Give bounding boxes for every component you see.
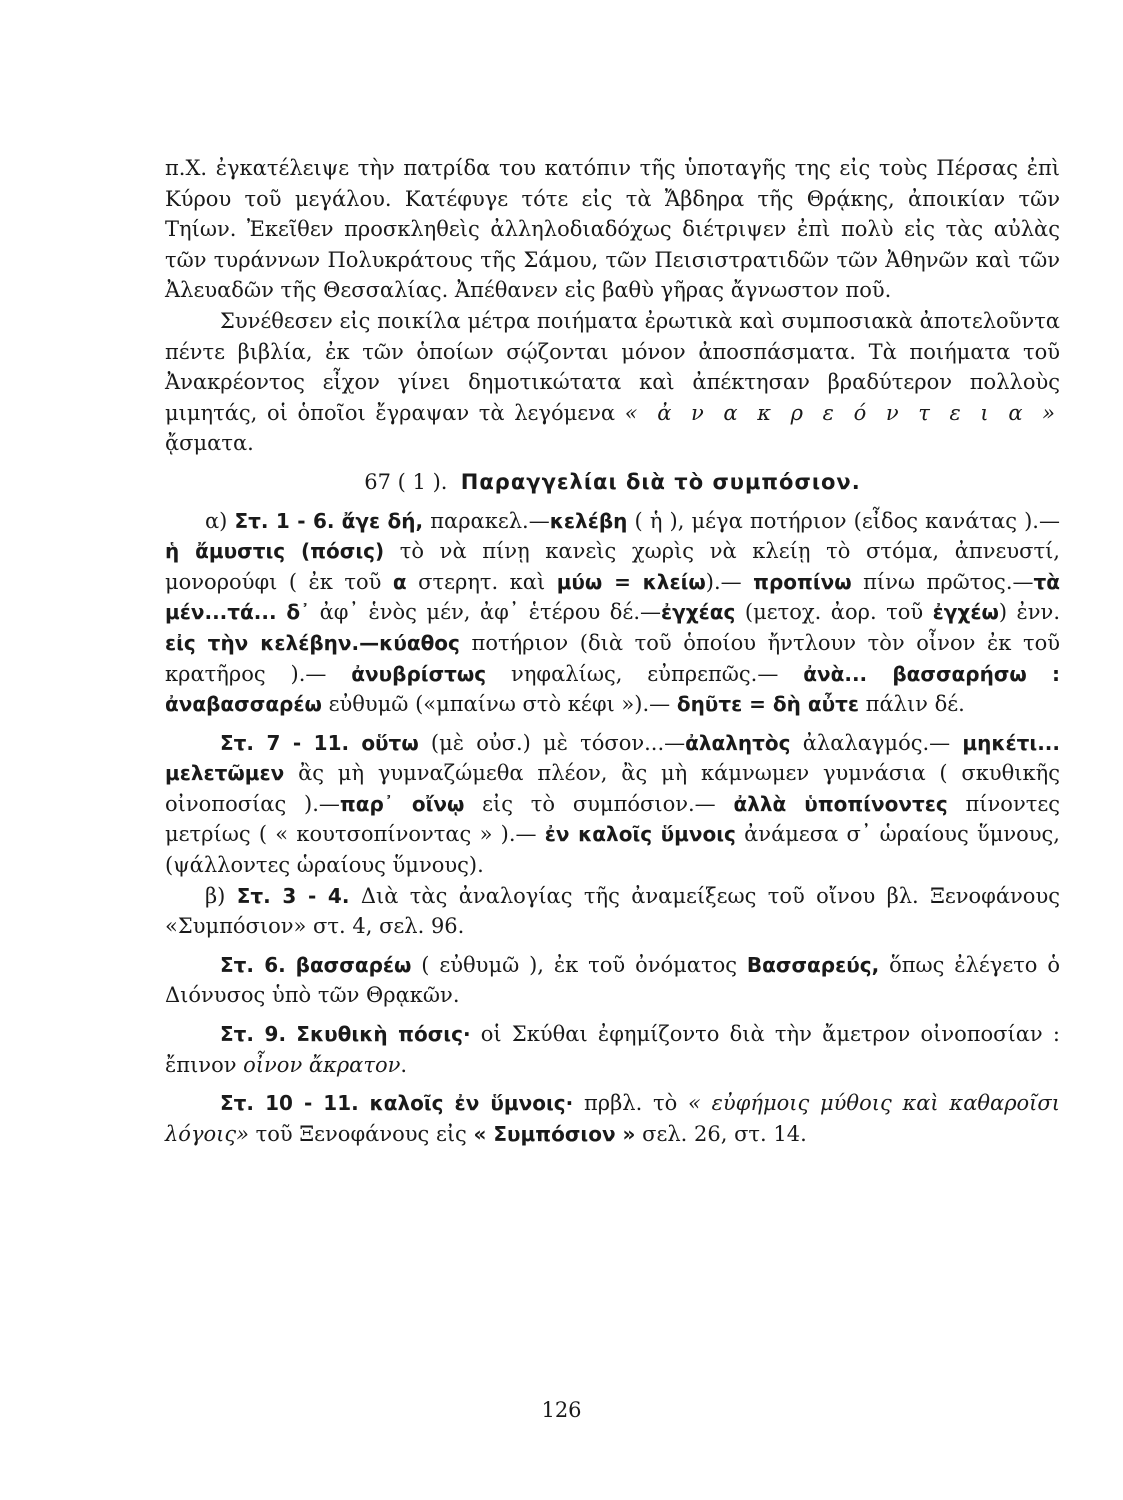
- section-title: Παραγγελίαι διὰ τὸ συμπόσιον.: [460, 469, 861, 494]
- verse-ref: Στ. 9.: [220, 1022, 287, 1047]
- note-text: Σκυθικὴ πόσις· οἱ Σκύθαι ἐφημίζοντο διὰ τὴν ἄμετρον οἰνοποσίαν : ἔπινον οἶνον ἄκρατον.: [165, 1022, 1060, 1077]
- section-number: 67 ( 1 ).: [364, 469, 448, 494]
- note-text: ἄγε δή, παρακελ.—κελέβη ( ἡ ), μέγα ποτήριον (εἶδος κανάτας ).— ἡ ἄμυστις (πόσις) τὸ νὰ πίνῃ κανεὶς χωρὶς νὰ κλείῃ τὸ στόμα, ἀπνευστί, μονορούφι ( ἐκ τοῦ α στερητ. καὶ μύω = κλείω).— προπίνω πίνω πρῶτος.—τὰ μέν...τά... δ᾽ ἀφ᾽ ἑνὸς μέν, ἀφ᾽ ἑτέρου δέ.—ἐγχέας (μετοχ. ἀορ. τοῦ ἐγχέω) ἐνν. εἰς τὴν κελέβην.—κύαθος ποτήριον (διὰ τοῦ ὁποίου ἤντλουν τὸν οἶνον ἐκ τοῦ κρατῆρος ).— ἀνυβρίστως νηφαλίως, εὐπρεπῶς.— ἀνὰ... βασσαρήσω : ἀναβασσαρέω εὐθυμῶ («μπαίνω στὸ κέφι »).— δηῦτε = δὴ αὖτε πάλιν δέ.: [165, 508, 1061, 717]
- verse-ref: Στ. 10 - 11.: [220, 1091, 359, 1116]
- verse-ref: Στ. 6.: [220, 952, 286, 977]
- note-alpha: [165, 506, 1060, 720]
- verse-ref: Στ. 7 - 11.: [220, 730, 350, 755]
- note-verses-7-11: [165, 728, 1060, 881]
- note-text: βασσαρέω ( εὐθυμῶ ), ἐκ τοῦ ὀνόματος Βασσαρεύς, ὅπως ἐλέγετο ὁ Διόνυσος ὑπὸ τῶν Θρᾳκῶν.: [165, 952, 1060, 1008]
- section-heading: [165, 467, 1060, 498]
- page-body: [165, 153, 1060, 1149]
- verse-ref: Στ. 1 - 6.: [234, 508, 335, 533]
- note-label: β): [205, 883, 226, 908]
- intro-paragraph: π.Χ. ἐγκατέλειψε τὴν πατρίδα του κατόπιν τῆς ὑποταγῆς της εἰς τοὺς Πέρσας ἐπὶ Κύρου τοῦ μεγάλου. Κατέφυγε τότε εἰς τὰ Ἄβδηρα τῆς Θρᾴκης, ἀποικίαν τῶν Τηίων. Ἐκεῖθεν προσκληθεὶς ἀλληλοδιαδόχως διέτριψεν ἐπὶ πολὺ εἰς τὰς αὐλὰς τῶν τυράννων Πολυκράτους τῆς Σάμου, τῶν Πεισιστρατιδῶν τῶν Ἀθηνῶν καὶ τῶν Ἀλευαδῶν τῆς Θεσσαλίας. Ἀπέθανεν εἰς βαθὺ γῆρας ἄγνωστον ποῦ.: [165, 156, 1060, 303]
- note-verse-6: [165, 950, 1060, 1011]
- note-verse-9: [165, 1019, 1060, 1080]
- intro-text: Συνέθεσεν εἰς ποικίλα μέτρα ποιήματα ἐρωτικὰ καὶ συμποσιακὰ ἀποτελοῦντα πέντε βιβλία, ἐκ τῶν ὁποίων σῴζονται μόνον ἀποσπάσματα. Τὰ ποιήματα τοῦ Ἀνακρέοντος εἶχον γίνει δημοτικώτατα καὶ ἀπέκτησαν βραδύτερον πολλοὺς μιμητάς, οἱ ὁποῖοι ἔγραψαν τὰ λεγόμενα: [165, 308, 1060, 425]
- note-text: οὕτω (μὲ οὐσ.) μὲ τόσον...—ἀλαλητὸς ἀλαλαγμός.— μηκέτι... μελετῶμεν ἂς μὴ γυμναζώμεθα πλέον, ἂς μὴ κάμνωμεν γυμνάσια ( σκυθικῆς οἰνοποσίας ).—παρ᾽ οἴνῳ εἰς τὸ συμπόσιον.— ἀλλὰ ὑποπίνοντες πίνοντες μετρίως ( « κουτσοπίνοντας » ).— ἐν καλοῖς ὕμνοις ἀνάμεσα σ᾽ ὡραίους ὕμνους, (ψάλλοντες ὡραίους ὕμνους).: [165, 730, 1061, 878]
- intro-paragraph-2: [165, 306, 1060, 459]
- anacreontea-term: « ἀ ν α κ ρ ε ό ν τ ε ι α »: [624, 400, 1060, 425]
- note-beta: [165, 881, 1060, 942]
- note-text: Διὰ τὰς ἀναλογίας τῆς ἀναμείξεως τοῦ οἴνου βλ. Ξενοφάνους «Συμπόσιον» στ. 4, σελ. 96.: [165, 883, 1060, 939]
- intro-text-end: ᾄσματα.: [165, 431, 254, 456]
- note-verses-10-11: [165, 1088, 1060, 1149]
- page-number: 126: [541, 1398, 582, 1422]
- verse-ref: Στ. 3 - 4.: [236, 883, 350, 908]
- note-label: α): [205, 508, 228, 533]
- note-text: καλοῖς ἐν ὕμνοις· πρβλ. τὸ « εὐφήμοις μύθοις καὶ καθαροῖσι λόγοις» τοῦ Ξενοφάνους εἰς « Συμπόσιον » σελ. 26, στ. 14.: [165, 1091, 1060, 1146]
